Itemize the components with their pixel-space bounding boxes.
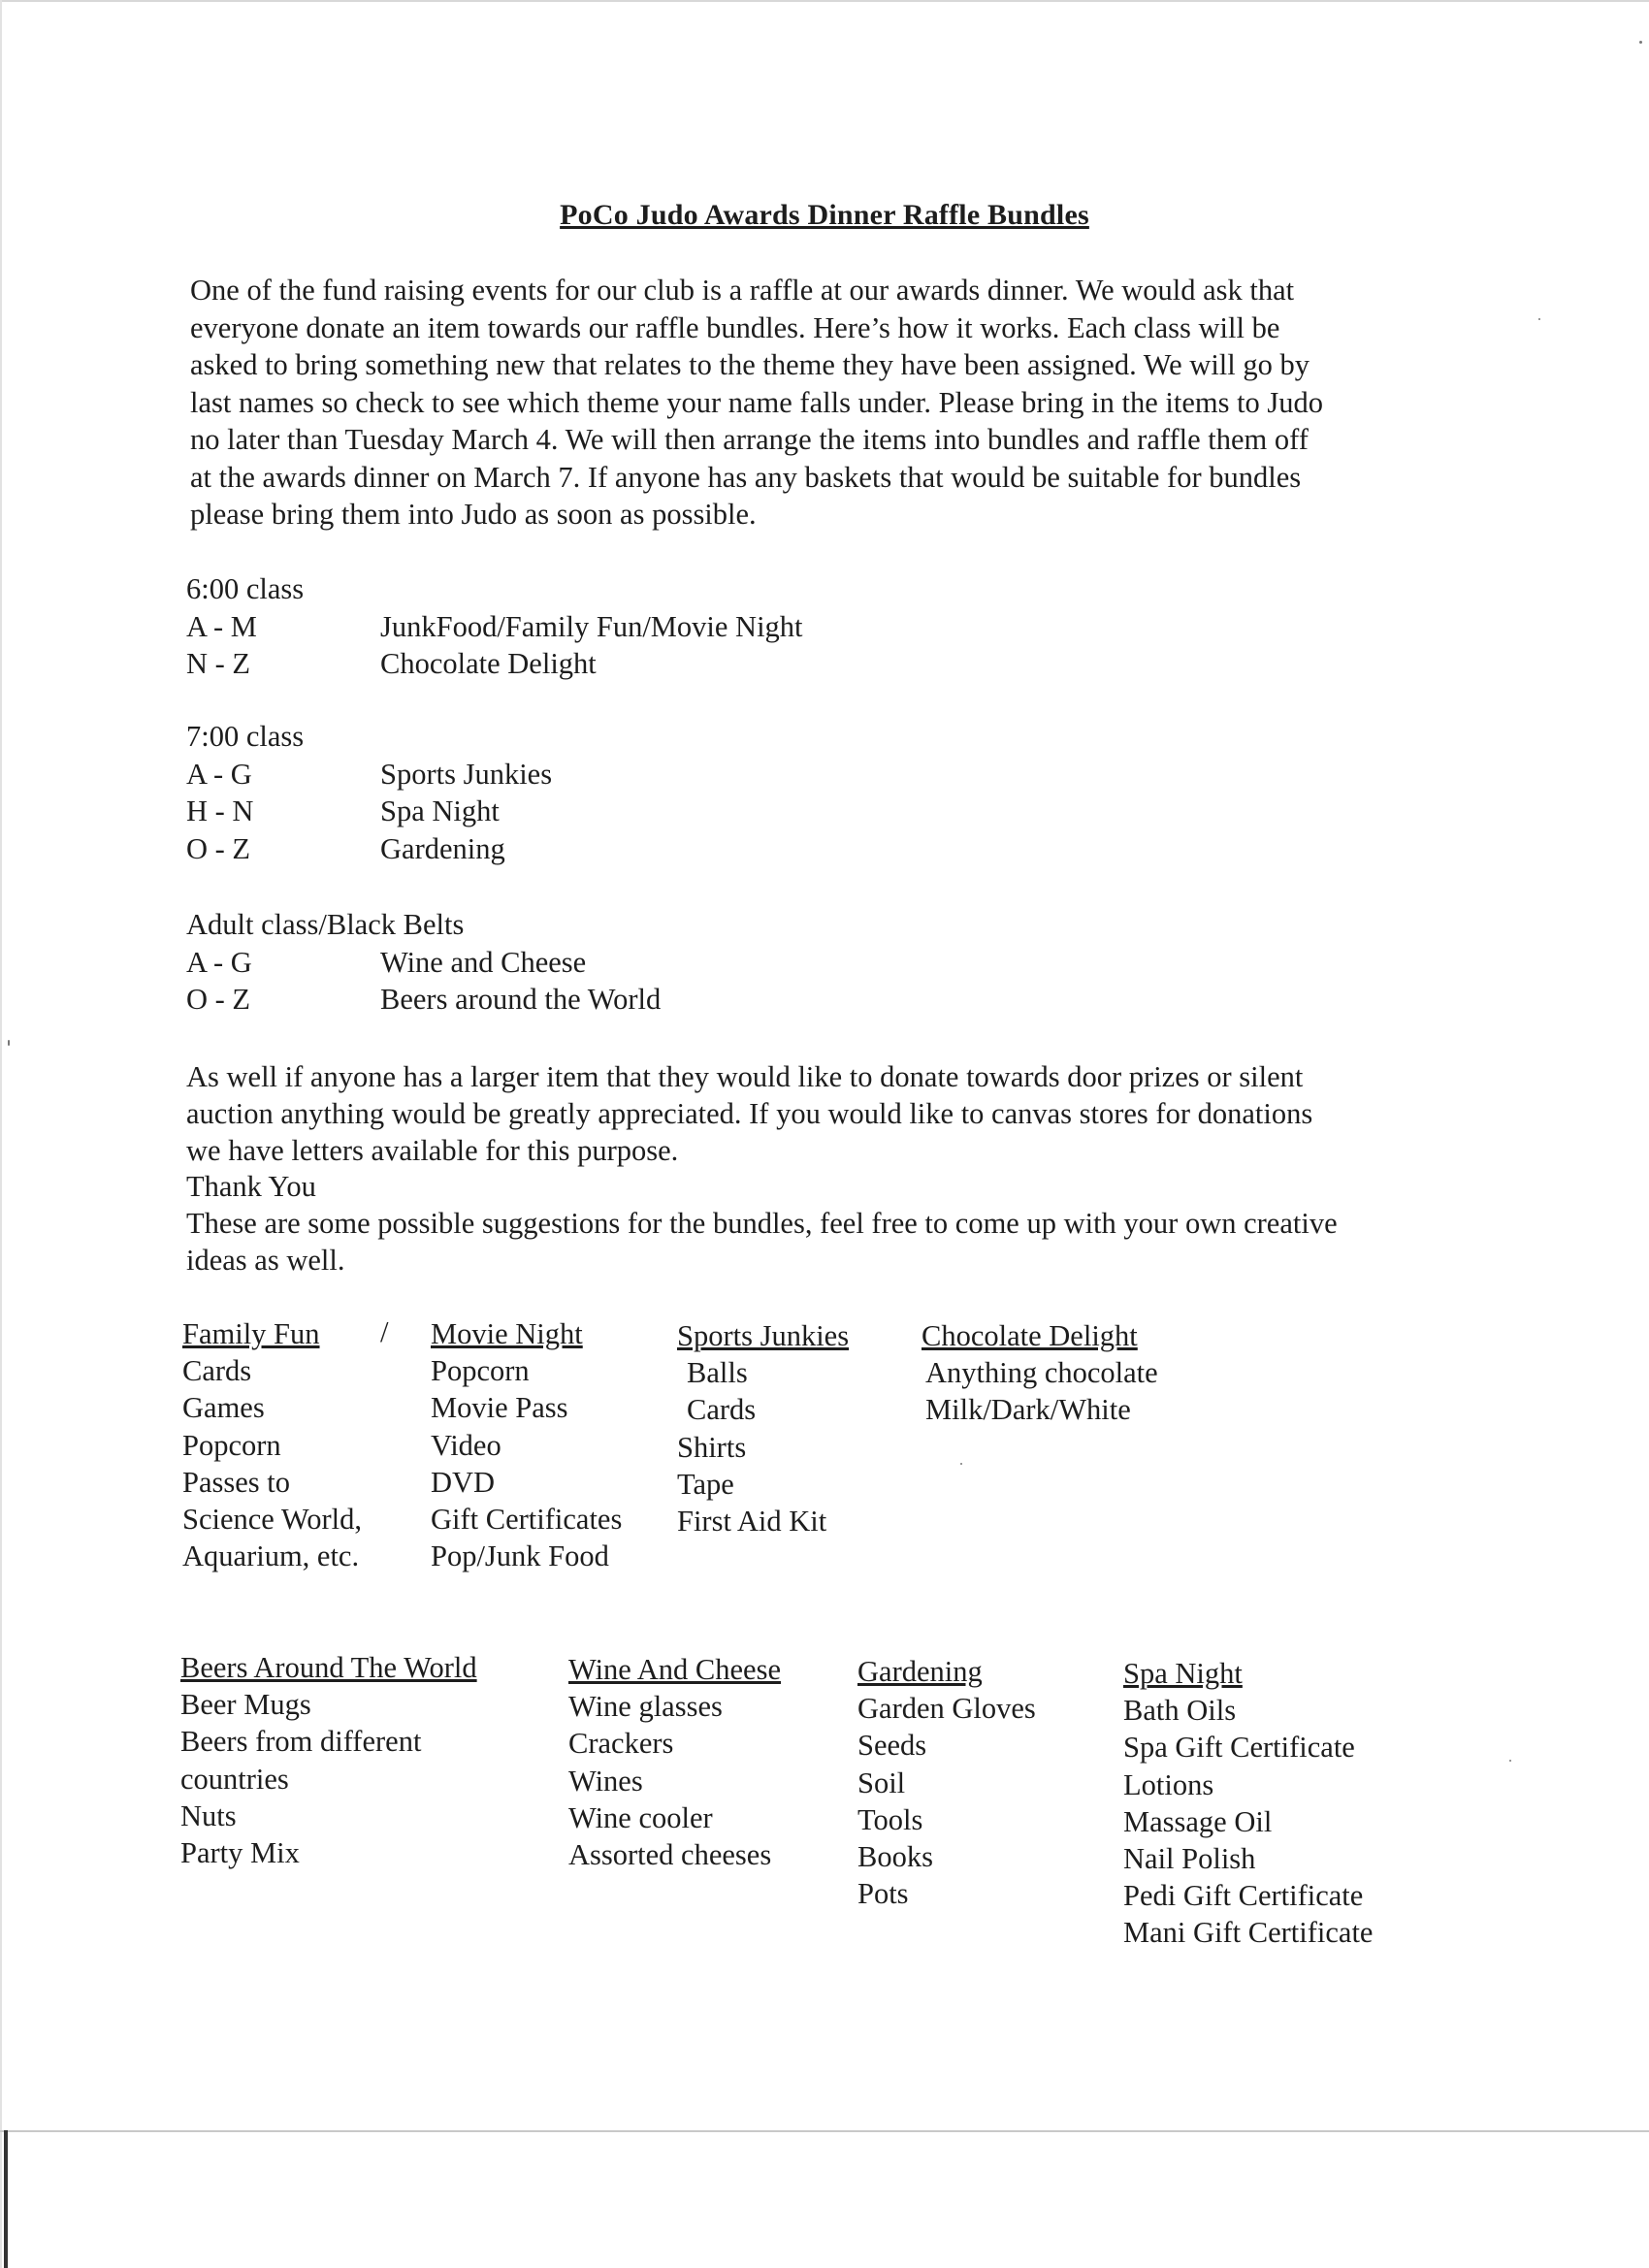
theme-row bbox=[186, 756, 552, 794]
intro-line: asked to bring something new that relates to the theme they have been assigned. We will go by bbox=[190, 348, 1310, 381]
theme: Chocolate Delight bbox=[380, 647, 597, 680]
scan-speck bbox=[960, 1463, 962, 1465]
list-item: Beers from different bbox=[180, 1725, 422, 1759]
theme: Spa Night bbox=[380, 794, 500, 827]
name-range: O - Z bbox=[186, 831, 251, 865]
theme: Wine and Cheese bbox=[380, 945, 587, 979]
list-item: Crackers bbox=[568, 1727, 674, 1761]
list-item: DVD bbox=[431, 1465, 496, 1499]
theme-row bbox=[186, 830, 552, 868]
theme: Sports Junkies bbox=[380, 757, 553, 791]
closing-line: These are some possible suggestions for the bundles, feel free to come up with your own creative bbox=[186, 1207, 1338, 1241]
column-heading: Wine And Cheese bbox=[568, 1653, 781, 1686]
list-item: Movie Pass bbox=[431, 1391, 568, 1425]
suggestion-column-wine-cheese bbox=[568, 1651, 781, 1873]
scan-speck bbox=[8, 1040, 10, 1046]
list-item: Passes to bbox=[182, 1465, 290, 1499]
class-block-7pm bbox=[186, 718, 552, 867]
list-item: Balls bbox=[687, 1356, 748, 1390]
intro-line: no later than Tuesday March 4. We will then arrange the items into bundles and raffle them off bbox=[190, 423, 1309, 456]
name-range: A - M bbox=[186, 609, 257, 643]
class-block-adult bbox=[186, 906, 661, 1019]
column-heading: Beers Around The World bbox=[180, 1651, 477, 1684]
thank-you: Thank You bbox=[186, 1170, 316, 1204]
suggestion-column-family-fun bbox=[182, 1315, 362, 1574]
class-name: Adult class/Black Belts bbox=[186, 908, 465, 941]
suggestion-column-chocolate-delight bbox=[922, 1317, 1158, 1429]
list-item: Shirts bbox=[677, 1430, 747, 1464]
closing-line: auction anything would be greatly appreciated. If you would like to canvas stores for donations bbox=[186, 1096, 1313, 1130]
theme-row bbox=[186, 944, 661, 982]
list-item: Wines bbox=[568, 1764, 643, 1798]
list-item: Aquarium, etc. bbox=[182, 1539, 360, 1573]
suggestion-column-beers bbox=[180, 1649, 477, 1871]
suggestion-column-gardening bbox=[857, 1653, 1036, 1912]
list-item: Massage Oil bbox=[1123, 1804, 1273, 1838]
list-item: Seeds bbox=[857, 1729, 927, 1763]
page-title: PoCo Judo Awards Dinner Raffle Bundles bbox=[560, 199, 1089, 231]
theme-row bbox=[186, 645, 803, 683]
theme: Beers around the World bbox=[380, 983, 662, 1016]
suggestion-column-sports-junkies bbox=[677, 1317, 849, 1539]
name-range: N - Z bbox=[186, 647, 251, 680]
intro-line: last names so check to see which theme your name falls under. Please bring in the items to Judo bbox=[190, 385, 1324, 419]
column-heading: Sports Junkies bbox=[677, 1319, 850, 1352]
scan-speck bbox=[1538, 318, 1540, 320]
list-item: Beer Mugs bbox=[180, 1688, 311, 1722]
theme-row bbox=[186, 793, 552, 830]
list-item: Milk/Dark/White bbox=[925, 1393, 1131, 1427]
column-heading: Chocolate Delight bbox=[922, 1319, 1138, 1352]
class-name: 6:00 class bbox=[186, 572, 305, 605]
column-heading: Spa Night bbox=[1123, 1657, 1243, 1690]
list-item: Anything chocolate bbox=[925, 1356, 1158, 1390]
scan-edge-top bbox=[0, 0, 1649, 2]
intro-line: at the awards dinner on March 7. If anyone has any baskets that would be suitable for bundles bbox=[190, 460, 1302, 494]
list-item: Video bbox=[431, 1428, 501, 1462]
heading-separator: / bbox=[380, 1315, 389, 1348]
list-item: Spa Gift Certificate bbox=[1123, 1731, 1355, 1765]
closing-line: As well if anyone has a larger item that they would like to donate towards door prizes or silent bbox=[186, 1060, 1304, 1093]
list-item: Soil bbox=[857, 1766, 906, 1799]
theme: Gardening bbox=[380, 831, 505, 865]
class-block-6pm bbox=[186, 570, 803, 683]
intro-line: please bring them into Judo as soon as possible. bbox=[190, 498, 757, 531]
list-item: countries bbox=[180, 1762, 289, 1796]
list-item: Pedi Gift Certificate bbox=[1123, 1879, 1364, 1913]
list-item: First Aid Kit bbox=[677, 1505, 827, 1539]
list-item: Wine glasses bbox=[568, 1690, 723, 1724]
list-item: Cards bbox=[182, 1354, 252, 1388]
closing-paragraph bbox=[186, 1059, 1467, 1280]
intro-paragraph bbox=[190, 272, 1461, 534]
scan-speck bbox=[1509, 1760, 1511, 1762]
list-item: Bath Oils bbox=[1123, 1694, 1237, 1728]
list-item: Garden Gloves bbox=[857, 1692, 1036, 1726]
column-heading: Movie Night bbox=[431, 1317, 583, 1350]
list-item: Pop/Junk Food bbox=[431, 1539, 609, 1573]
list-item: Tape bbox=[677, 1467, 734, 1501]
scan-speck bbox=[1639, 41, 1642, 44]
column-heading: Family Fun bbox=[182, 1317, 320, 1350]
list-item: Assorted cheeses bbox=[568, 1838, 772, 1872]
intro-line: everyone donate an item towards our raffle bundles. Here’s how it works. Each class will be bbox=[190, 310, 1280, 344]
list-item: Tools bbox=[857, 1802, 923, 1836]
suggestion-column-movie-night bbox=[431, 1315, 622, 1574]
list-item: Cards bbox=[687, 1393, 757, 1427]
name-range: H - N bbox=[186, 794, 254, 827]
scan-line-bottom bbox=[0, 2130, 1649, 2132]
list-item: Popcorn bbox=[431, 1354, 530, 1388]
theme-row bbox=[186, 981, 661, 1019]
list-item: Gift Certificates bbox=[431, 1503, 623, 1537]
closing-line: we have letters available for this purpose. bbox=[186, 1133, 679, 1167]
list-item: Nuts bbox=[180, 1798, 237, 1832]
list-item: Games bbox=[182, 1391, 265, 1425]
theme-row bbox=[186, 608, 803, 646]
theme: JunkFood/Family Fun/Movie Night bbox=[380, 609, 803, 643]
scan-bar-left bbox=[4, 2130, 8, 2268]
list-item: Pots bbox=[857, 1877, 909, 1911]
suggestion-column-spa-night bbox=[1123, 1655, 1373, 1952]
list-item: Popcorn bbox=[182, 1428, 281, 1462]
list-item: Books bbox=[857, 1840, 933, 1874]
name-range: O - Z bbox=[186, 983, 251, 1016]
list-item: Mani Gift Certificate bbox=[1123, 1916, 1374, 1950]
column-heading: Gardening bbox=[857, 1655, 983, 1688]
list-item: Party Mix bbox=[180, 1836, 300, 1870]
intro-line: One of the fund raising events for our club is a raffle at our awards dinner. We would ask that bbox=[190, 274, 1295, 307]
list-item: Nail Polish bbox=[1123, 1842, 1256, 1876]
closing-line: ideas as well. bbox=[186, 1243, 345, 1277]
list-item: Science World, bbox=[182, 1503, 363, 1537]
class-name: 7:00 class bbox=[186, 720, 305, 753]
list-item: Lotions bbox=[1123, 1767, 1214, 1801]
scan-edge-left bbox=[0, 0, 2, 2268]
name-range: A - G bbox=[186, 945, 252, 979]
name-range: A - G bbox=[186, 757, 252, 791]
list-item: Wine cooler bbox=[568, 1800, 713, 1834]
